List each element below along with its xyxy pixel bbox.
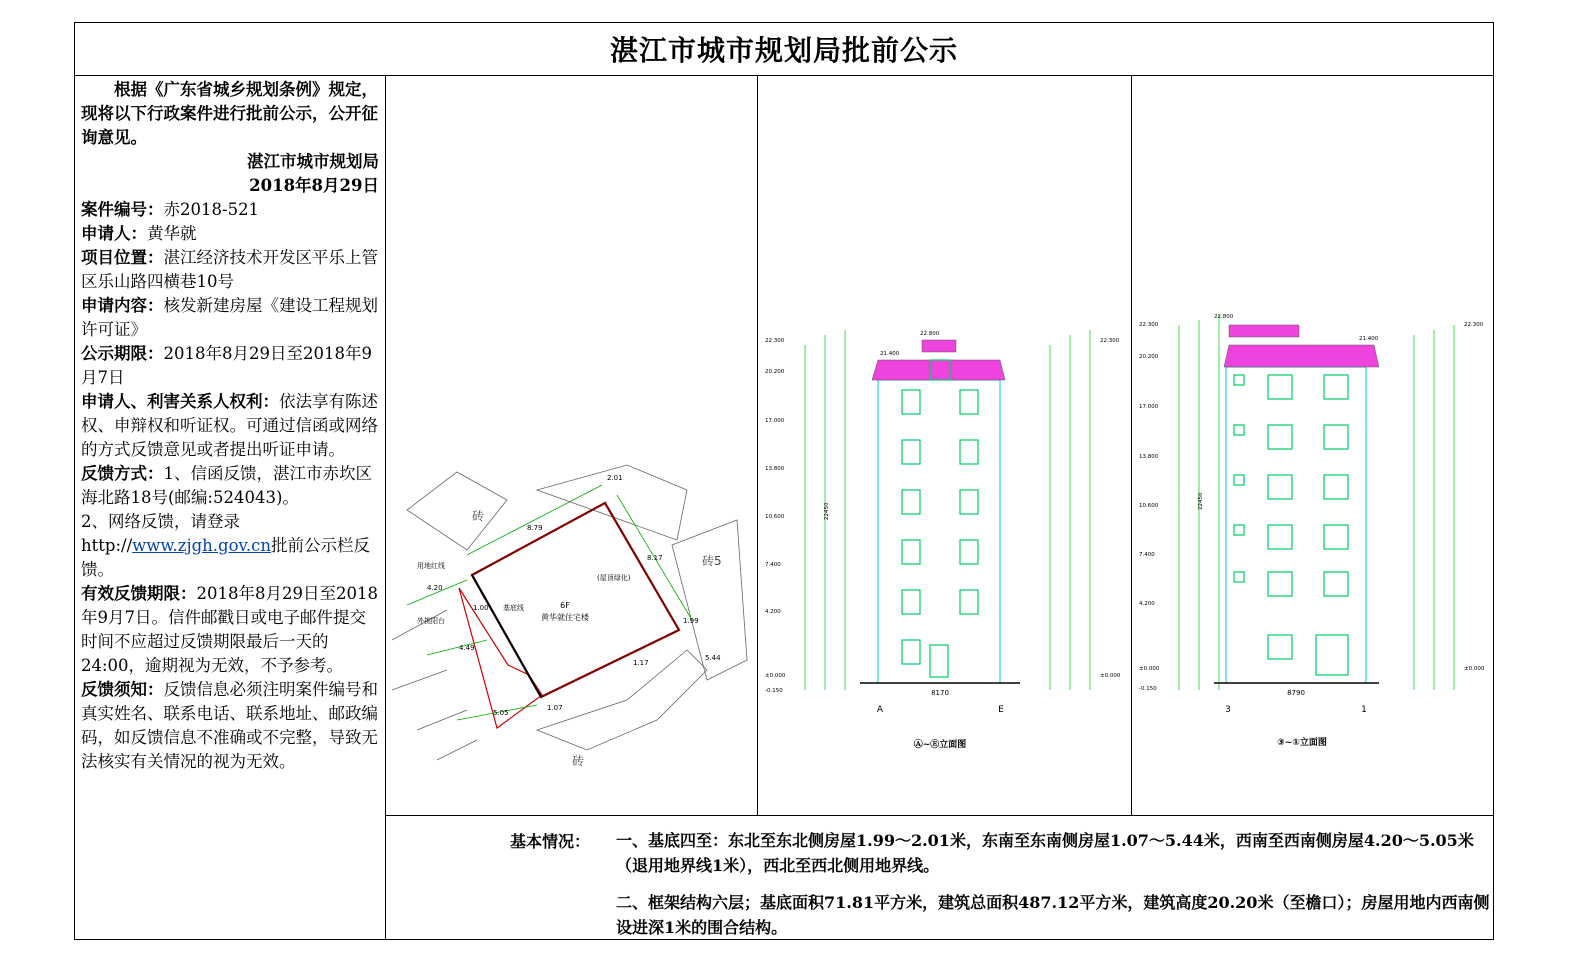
notice-label: 反馈须知：	[81, 680, 164, 699]
applicant-value: 黄华就	[147, 224, 197, 243]
site-dim: 1.17	[633, 659, 649, 667]
site-dim: 2.01	[607, 474, 623, 482]
window	[902, 440, 920, 464]
roof-level: 22.800	[920, 331, 940, 337]
site-label: 外挑阳台	[417, 617, 445, 625]
notice-row	[81, 678, 379, 774]
site-building-floors: 6F	[560, 601, 570, 610]
location-row	[81, 246, 379, 294]
deadline-row	[81, 582, 379, 678]
site-dim: 8.79	[527, 524, 543, 532]
axis-label-left: 3	[1225, 705, 1231, 715]
site-dim: 4.49	[459, 644, 475, 652]
elevation-title: ③~①立面图	[1277, 738, 1327, 748]
case-number-value: 赤2018-521	[163, 200, 260, 219]
axis-label-right: 1	[1361, 705, 1367, 715]
feedback-mail: 1、信函反馈，湛江市赤坎区海北路18号(邮编:524043)。	[81, 464, 372, 507]
roof-level: 22.800	[1214, 314, 1234, 320]
level-label: 13.800	[765, 466, 785, 472]
site-dim: 1.07	[547, 704, 563, 712]
window	[902, 640, 920, 664]
level-label: 20.200	[1139, 354, 1159, 360]
location-value: 湛江经济技术开发区平乐上管区乐山路四横巷10号	[81, 248, 378, 291]
window	[902, 540, 920, 564]
site-neighbor-building	[407, 472, 507, 550]
basic-info-label: 基本情况：	[510, 832, 591, 851]
content-label: 申请内容：	[81, 296, 164, 315]
elevation-a-e	[760, 300, 1130, 760]
window	[902, 490, 920, 514]
basic-info-line-1: 一、基底四至：东北至东北侧房屋1.99～2.01米，东南至东南侧房屋1.07～5.44米，西南至西南侧房屋4.20～5.05米（退用地界线1米），西北至西北侧用地界线。	[616, 831, 1474, 875]
window	[1268, 635, 1292, 659]
roof	[872, 360, 1005, 380]
site-elevation-divider	[757, 75, 758, 815]
case-number-label: 案件编号：	[81, 200, 164, 219]
window	[1324, 475, 1348, 499]
axis-label-right: E	[998, 705, 1004, 715]
window	[960, 590, 978, 614]
bottom-divider	[385, 815, 1494, 816]
level-label: ±0.000	[765, 673, 786, 679]
roof-top	[1229, 325, 1299, 337]
site-dim: 1.00	[473, 604, 489, 612]
site-dim: 8.17	[647, 554, 663, 562]
elevation-width: 8790	[1287, 689, 1305, 697]
roof-level: 21.400	[880, 351, 900, 357]
elevation-width: 8170	[931, 689, 949, 697]
feedback-online-tail: 批前公示栏反馈。	[81, 536, 371, 579]
site-label: 基底线	[503, 604, 524, 612]
window	[1324, 525, 1348, 549]
level-label: 4.200	[1139, 601, 1155, 607]
level-label: 22.300	[1464, 322, 1484, 328]
window	[1268, 525, 1292, 549]
site-label: 砖5	[702, 554, 722, 568]
level-label: ±0.000	[1100, 673, 1121, 679]
window	[960, 490, 978, 514]
level-label: ±0.000	[1139, 666, 1160, 672]
window	[1234, 572, 1244, 582]
feedback-row	[81, 462, 379, 510]
roof	[1224, 345, 1379, 367]
window	[1234, 375, 1244, 385]
case-number-row	[81, 198, 379, 222]
deadline-label: 有效反馈期限：	[81, 584, 197, 603]
site-label: 用地红线	[417, 562, 445, 570]
level-label: 22.300	[765, 338, 785, 344]
level-label: 7.400	[1139, 552, 1155, 558]
deadline-value: 2018年8月29日至2018年9月7日。信件邮戳日或电子邮件提交时间不应超过反馈期限最后一天的24:00，逾期视为无效，不予参考。	[81, 584, 378, 675]
issuer: 湛江市城市规划局	[247, 152, 379, 171]
site-label: 砖	[572, 754, 585, 768]
feedback-online-row	[81, 510, 379, 582]
applicant-row	[81, 222, 379, 246]
total-height: 22450	[1198, 492, 1204, 510]
site-red-line	[459, 588, 542, 728]
door	[930, 645, 948, 677]
level-label: 10.600	[1139, 503, 1159, 509]
site-dim: 1.99	[683, 617, 699, 625]
window	[902, 590, 920, 614]
elevation-title: Ⓐ~Ⓔ立面图	[913, 740, 967, 750]
window	[1234, 425, 1244, 435]
window	[1324, 425, 1348, 449]
period-row	[81, 342, 379, 390]
rights-row	[81, 390, 379, 462]
site-dimension-line	[427, 640, 487, 655]
level-label: 4.200	[765, 609, 781, 615]
door	[1316, 635, 1348, 675]
site-label: (屋顶绿化)	[597, 574, 631, 582]
feedback-online-text: 2、网络反馈，请登录http://	[81, 512, 240, 555]
basic-info-line-2: 二、框架结构六层；基底面积71.81平方米，建筑总面积487.12平方米，建筑高度20.20米（至檐口）；房屋用地内西南侧设进深1米的围合结构。	[616, 893, 1490, 937]
site-road-lines	[392, 610, 477, 760]
total-height: 22450	[824, 502, 830, 520]
notice-value: 反馈信息必须注明案件编号和真实姓名、联系电话、联系地址、邮政编码，如反馈信息不准确或不完整，导致无法核实有关情况的视为无效。	[81, 680, 378, 771]
period-label: 公示期限：	[81, 344, 164, 363]
window	[960, 440, 978, 464]
level-label: 20.200	[765, 369, 785, 375]
site-label: 砖	[472, 509, 485, 523]
site-base-line	[472, 575, 541, 697]
applicant-label: 申请人：	[81, 224, 147, 243]
content-row	[81, 294, 379, 342]
site-building-outline	[472, 503, 679, 697]
intro-text: 根据《广东省城乡规划条例》规定，现将以下行政案件进行批前公示，公开征询意见。	[81, 80, 378, 147]
window	[960, 540, 978, 564]
rights-label: 申请人、利害关系人权利：	[81, 392, 279, 411]
period-value: 2018年8月29日至2018年9月7日	[81, 344, 372, 387]
feedback-link[interactable]: www.zjgh.gov.cn	[132, 536, 272, 555]
window	[960, 390, 978, 414]
site-dim: 5.44	[705, 654, 721, 662]
level-label: 7.400	[765, 562, 781, 568]
elevation-divider	[1131, 75, 1132, 815]
window	[1234, 475, 1244, 485]
page-title: 湛江市城市规划局批前公示	[609, 33, 958, 67]
site-building-name: 黄华就住宅楼	[541, 613, 589, 622]
site-dimension-line	[467, 485, 602, 555]
level-label: -0.150	[765, 688, 783, 694]
site-neighbor-building	[537, 650, 707, 750]
roof-level: 21.400	[1359, 336, 1379, 342]
level-label: 17.000	[765, 418, 785, 424]
level-label: 17.000	[1139, 404, 1159, 410]
site-plan	[387, 460, 755, 768]
level-label: 13.800	[1139, 454, 1159, 460]
left-column-divider	[385, 75, 386, 940]
window	[1234, 525, 1244, 535]
window	[1324, 572, 1348, 596]
level-label: 10.600	[765, 514, 785, 520]
elevation-3-1	[1134, 300, 1492, 760]
content-value: 核发新建房屋《建设工程规划许可证》	[81, 296, 378, 339]
building-outline	[878, 380, 1000, 683]
site-dim: 4.20	[427, 584, 443, 592]
level-label: 22.300	[1139, 322, 1159, 328]
feedback-label: 反馈方式：	[81, 464, 164, 483]
level-label: 22.300	[1100, 338, 1120, 344]
title-divider	[74, 75, 1494, 76]
rights-value: 依法享有陈述权、申辩权和听证权。可通过信函或网络的方式反馈意见或者提出听证申请。	[81, 392, 378, 459]
notice-text-column	[81, 78, 379, 774]
window	[902, 390, 920, 414]
location-label: 项目位置：	[81, 248, 164, 267]
level-label: ±0.000	[1464, 666, 1485, 672]
window	[1268, 375, 1292, 399]
axis-label-left: A	[876, 705, 884, 715]
window	[1268, 425, 1292, 449]
notice-date: 2018年8月29日	[249, 176, 379, 195]
window	[1268, 572, 1292, 596]
roof-top	[922, 340, 956, 352]
window	[1324, 375, 1348, 399]
site-dim: 5.05	[493, 709, 509, 717]
level-label: -0.150	[1139, 686, 1157, 692]
window	[1268, 475, 1292, 499]
